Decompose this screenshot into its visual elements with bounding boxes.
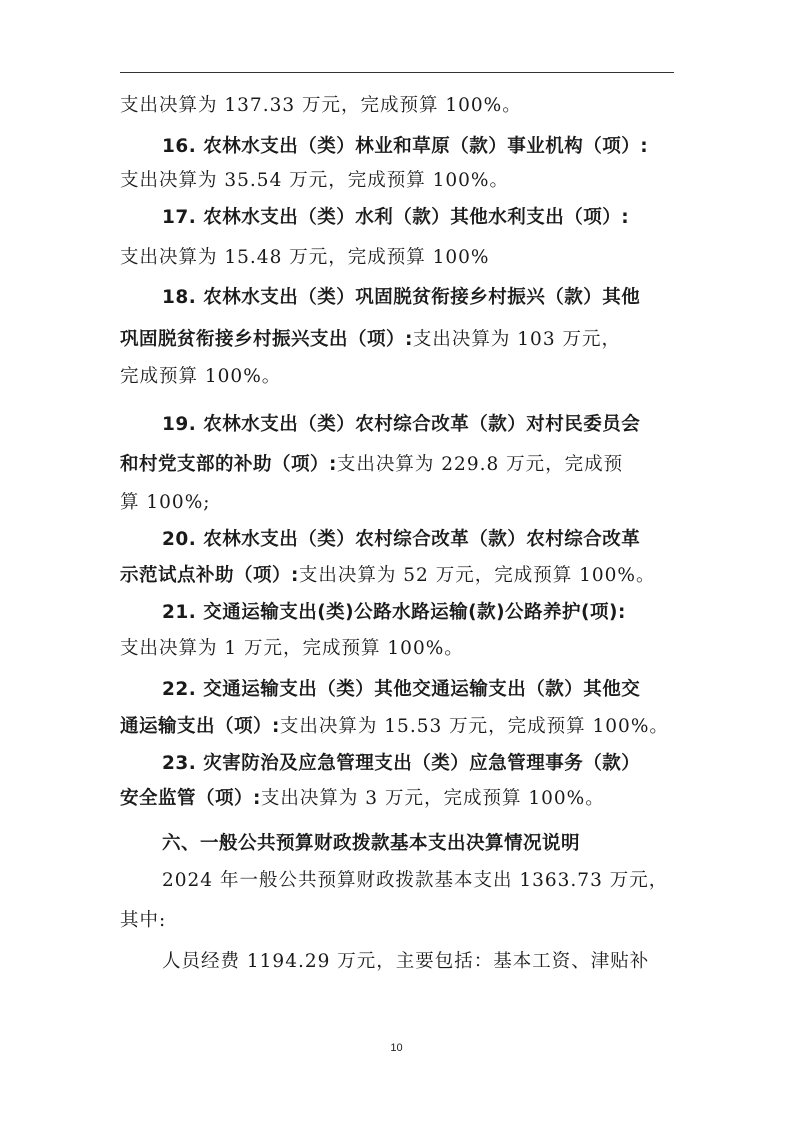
body-text: 支出决算为 137.33 万元，完成预算 100%。: [120, 95, 522, 116]
bold-heading-text: 六、一般公共预算财政拨款基本支出决算情况说明: [162, 833, 581, 854]
text-line: [162, 950, 682, 974]
body-text: 算 100%;: [120, 492, 211, 513]
page-number: 10: [390, 1042, 403, 1054]
body-text: 支出决算为 15.53 万元，完成预算 100%。: [279, 716, 669, 737]
text-line: [162, 206, 682, 230]
body-text: 支出决算为 103 万元，: [412, 329, 621, 350]
body-text: 支出决算为 35.54 万元，完成预算 100%。: [120, 170, 509, 191]
bold-heading-text: 示范试点补助（项）:: [120, 565, 299, 586]
bold-heading-text: 通运输支出（项）:: [120, 716, 280, 737]
text-line: [162, 678, 682, 702]
text-line: [162, 413, 682, 437]
body-text: 其中:: [120, 910, 167, 931]
text-line: [120, 453, 680, 477]
bold-heading-text: 23. 灾害防治及应急管理支出（类）应急管理事务（款）: [162, 753, 641, 774]
text-line: [120, 328, 680, 352]
text-line: [120, 365, 680, 389]
text-line: [120, 909, 680, 933]
text-line: [162, 528, 682, 552]
text-line: [162, 752, 682, 776]
text-line: [162, 869, 682, 893]
body-text: 2024 年一般公共预算财政拨款基本支出 1363.73 万元，: [162, 870, 669, 891]
body-text: 支出决算为 15.48 万元，完成预算 100%: [120, 247, 490, 268]
bold-heading-text: 18. 农林水支出（类）巩固脱贫衔接乡村振兴（款）其他: [162, 287, 641, 308]
text-line: [120, 169, 680, 193]
text-line: [162, 135, 682, 159]
text-line: [120, 491, 680, 515]
bold-heading-text: 和村党支部的补助（项）:: [120, 454, 337, 475]
body-text: 人员经费 1194.29 万元，主要包括：基本工资、津贴补: [162, 951, 650, 972]
body-text: 支出决算为 52 万元，完成预算 100%。: [298, 565, 656, 586]
body-text: 支出决算为 229.8 万元，完成预: [336, 454, 624, 475]
bold-heading-text: 20. 农林水支出（类）农村综合改革（款）农村综合改革: [162, 529, 641, 550]
bold-heading-text: 巩固脱贫衔接乡村振兴支出（项）:: [120, 329, 413, 350]
text-line: [120, 94, 680, 118]
body-text: 支出决算为 3 万元，完成预算 100%。: [260, 788, 605, 809]
text-line: [162, 286, 682, 310]
bold-heading-text: 22. 交通运输支出（类）其他交通运输支出（款）其他交: [162, 679, 641, 700]
text-line: [162, 601, 682, 625]
text-line: [120, 564, 680, 588]
bold-heading-text: 16. 农林水支出（类）林业和草原（款）事业机构（项）:: [162, 136, 649, 157]
text-line: [120, 246, 680, 270]
text-line: [162, 832, 682, 856]
text-line: [120, 787, 680, 811]
body-text: 完成预算 100%。: [120, 366, 282, 387]
body-text: 支出决算为 1 万元，完成预算 100%。: [120, 638, 464, 659]
bold-heading-text: 21. 交通运输支出(类)公路水路运输(款)公路养护(项):: [162, 602, 626, 623]
text-line: [120, 715, 680, 739]
bold-heading-text: 19. 农林水支出（类）农村综合改革（款）对村民委员会: [162, 414, 641, 435]
text-line: [120, 637, 680, 661]
header-rule: [120, 72, 674, 73]
bold-heading-text: 17. 农林水支出（类）水利（款）其他水利支出（项）:: [162, 207, 630, 228]
bold-heading-text: 安全监管（项）:: [120, 788, 261, 809]
